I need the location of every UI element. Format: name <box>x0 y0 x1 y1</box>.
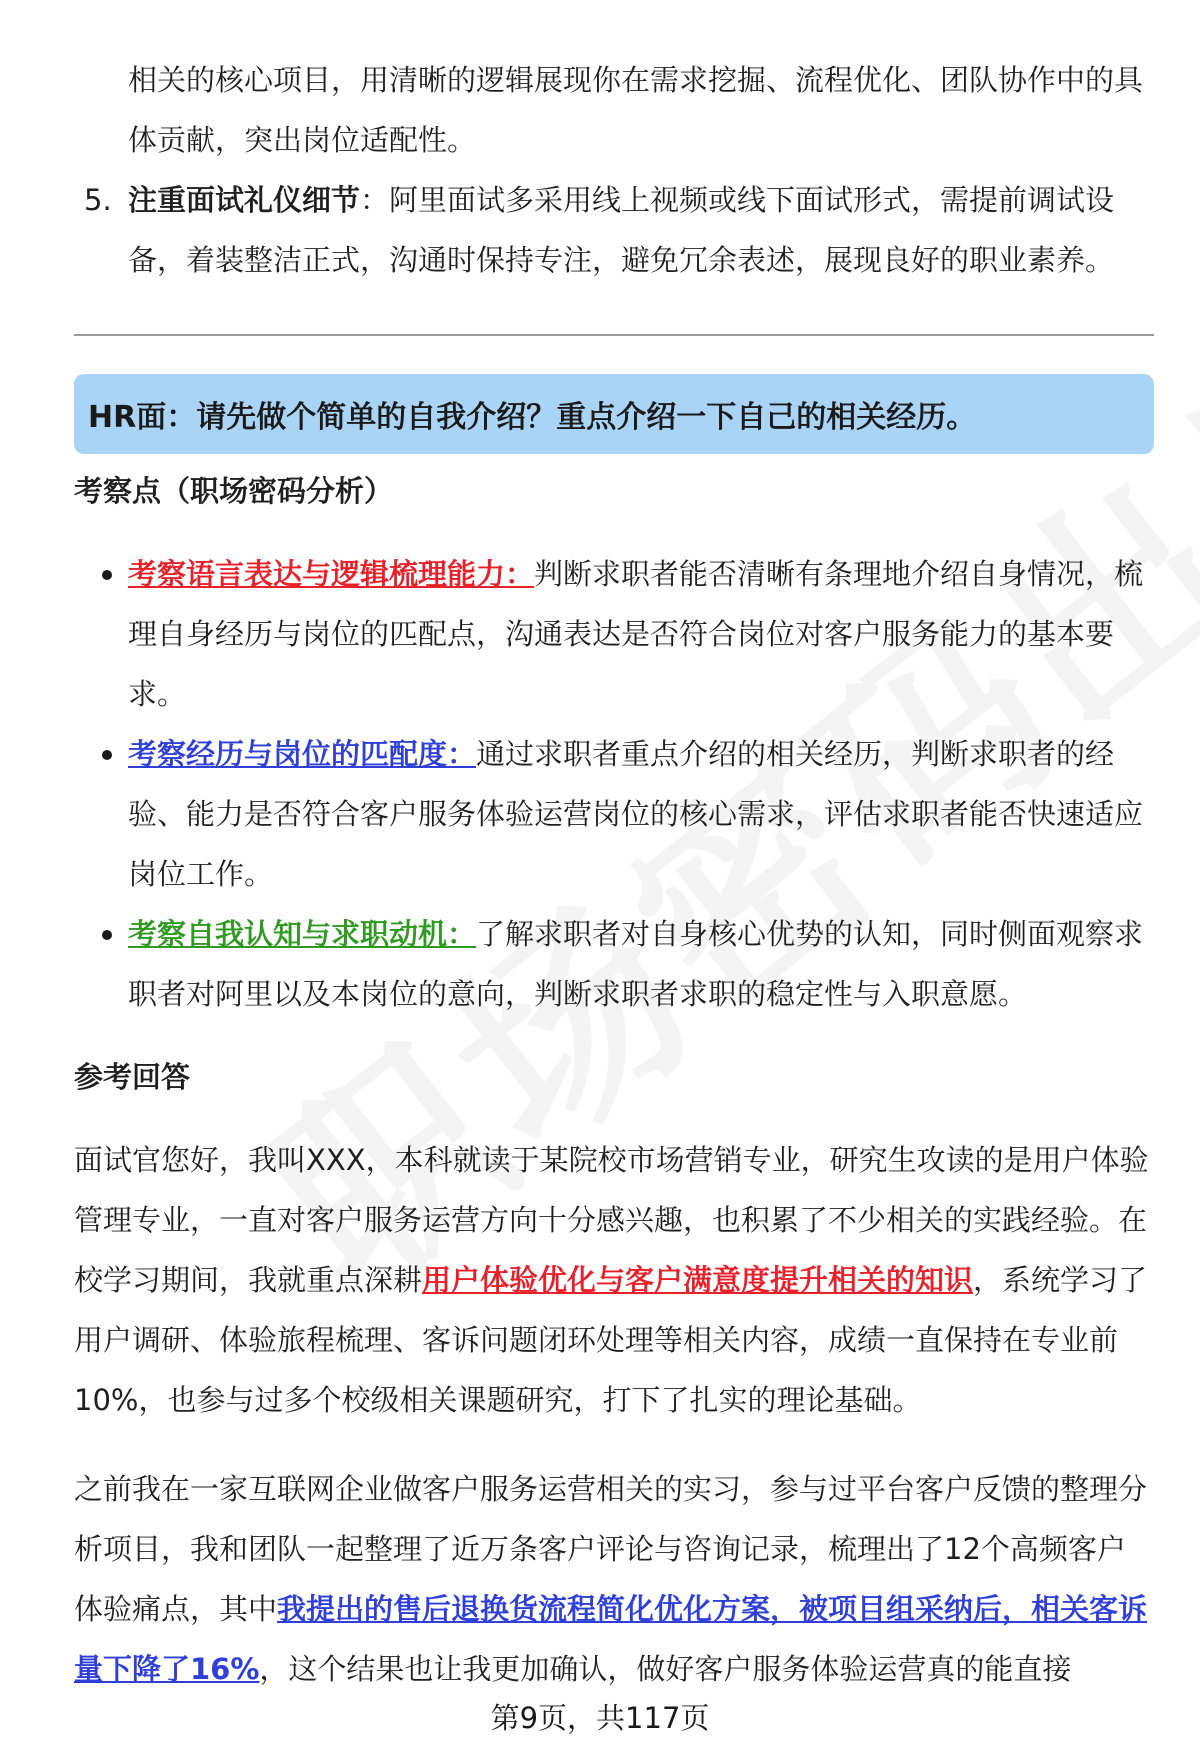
section-divider <box>74 334 1154 336</box>
answer-paragraph-2 <box>74 1459 1154 1699</box>
intro-continuation: 相关的核心项目，用清晰的逻辑展现你在需求挖掘、流程优化、团队协作中的具体贡献，突出岗位适配性。 <box>128 63 1144 157</box>
page-footer: 第9页，共117页 <box>490 1701 710 1735</box>
analysis-text: 通过求职者重点介绍的相关经历，判断求职者的经验、能力是否符合客户服务体验运营岗位的核心需求，评估求职者能否快速适应岗位工作。 <box>128 737 1144 891</box>
answer-highlight: 用户体验优化与客户满意度提升相关的知识 <box>422 1263 974 1297</box>
reference-title: 参考回答 <box>74 1060 191 1094</box>
question-text: HR面：请先做个简单的自我介绍？重点介绍一下自己的相关经历。 <box>88 400 977 435</box>
analysis-item-language <box>74 544 1154 724</box>
list-item-title: 注重面试礼仪细节 <box>128 183 361 217</box>
analysis-item-motivation <box>74 904 1154 1024</box>
content-area <box>74 50 1154 1728</box>
answer-text: ，系统学习了用户调研、体验旅程梳理、客诉问题闭环处理等相关内容，成绩一直保持在专业前10%，也参与过多个校级相关课题研究，打下了扎实的理论基础。 <box>74 1263 1148 1417</box>
bullet-dot-icon <box>102 930 112 940</box>
list-item-5 <box>74 170 1154 290</box>
list-item-number: 5. <box>84 183 112 217</box>
analysis-list <box>74 544 1154 1024</box>
bullet-dot-icon <box>102 570 112 580</box>
answer-text: 之前我在一家互联网企业做客户服务运营相关的实习，参与过平台客户反馈的整理分析项目，我和团队一起整理了近万条客户评论与咨询记录，梳理出了12个高频客户体验痛点，其中 <box>74 1472 1148 1626</box>
bullet-dot-icon <box>102 750 112 760</box>
list-item-text: ：阿里面试多采用线上视频或线下面试形式，需提前调试设备，着装整洁正式，沟通时保持专注，避免冗余表述，展现良好的职业素养。 <box>128 183 1115 277</box>
question-box <box>74 374 1154 454</box>
analysis-text: 判断求职者能否清晰有条理地介绍自身情况，梳理自身经历与岗位的匹配点，沟通表达是否符合岗位对客户服务能力的基本要求。 <box>128 557 1144 711</box>
analysis-keyword: 考察经历与岗位的匹配度： <box>128 737 477 771</box>
answer-paragraph-1 <box>74 1130 1154 1430</box>
answer-highlight: 我提出的售后退换货流程简化优化方案，被项目组采纳后，相关客诉量下降了16% <box>74 1592 1148 1686</box>
analysis-item-match <box>74 724 1154 904</box>
analysis-keyword: 考察自我认知与求职动机： <box>128 917 477 951</box>
analysis-title: 考察点（职场密码分析） <box>74 474 394 508</box>
analysis-text: 了解求职者对自身核心优势的认知，同时侧面观察求职者对阿里以及本岗位的意向，判断求职者求职的稳定性与入职意愿。 <box>128 917 1144 1011</box>
answer-text: 面试官您好，我叫XXX，本科就读于某院校市场营销专业，研究生攻读的是用户体验管理专业，一直对客户服务运营方向十分感兴趣，也积累了不少相关的实践经验。在校学习期间，我就重点深耕 <box>74 1143 1149 1297</box>
answer-text: ，这个结果也让我更加确认，做好客户服务体验运营真的能直接 <box>259 1652 1072 1686</box>
analysis-keyword: 考察语言表达与逻辑梳理能力： <box>128 557 535 591</box>
